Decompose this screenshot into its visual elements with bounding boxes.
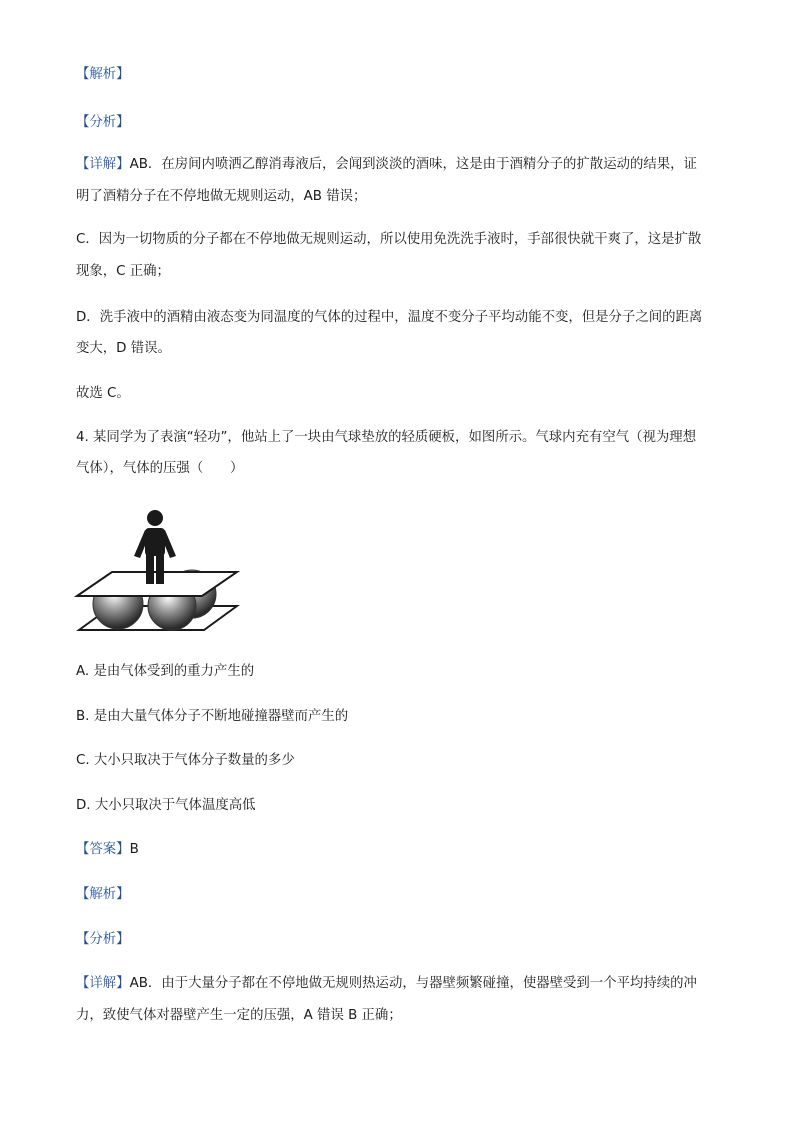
- analysis-heading-2: 【解析】: [76, 887, 130, 902]
- answer-value: B: [129, 842, 139, 857]
- question-stem-cont: 气体），气体的压强（ ）: [76, 461, 244, 476]
- question-stem: 4. 某同学为了表演“轻功”，他站上了一块由气球垫放的轻质硬板，如图所示。气球内充有空气（视为理想: [76, 430, 697, 445]
- balloon-board-figure: [74, 506, 240, 636]
- detail-text: AB．在房间内喷洒乙醇消毒液后，会闻到淡淡的酒味，这是由于酒精分子的扩散运动的结果，证: [129, 157, 697, 172]
- option-a: A. 是由气体受到的重力产生的: [76, 664, 255, 679]
- option-d-explanation-cont: 变大，D 错误。: [76, 341, 171, 356]
- conclusion: 故选 C。: [76, 386, 130, 401]
- detail-tag-2: 【详解】: [76, 976, 130, 991]
- detail-paragraph-line-2: [76, 974, 697, 994]
- detail-tag: 【详解】: [76, 157, 130, 172]
- answer-tag: 【答案】: [76, 842, 130, 857]
- analysis-subheading: 【分析】: [76, 115, 130, 130]
- detail-paragraph-line: [76, 155, 697, 175]
- detail-text-2: AB．由于大量分子都在不停地做无规则热运动，与器壁频繁碰撞，使器壁受到一个平均持续的冲: [129, 976, 697, 991]
- detail-text-cont: 明了酒精分子在不停地做无规则运动，AB 错误；: [76, 189, 367, 204]
- option-c: C. 大小只取决于气体分子数量的多少: [76, 753, 295, 768]
- option-b: B. 是由大量气体分子不断地碰撞器壁而产生的: [76, 709, 349, 724]
- option-d-explanation: D．洗手液中的酒精由液态变为同温度的气体的过程中，温度不变分子平均动能不变，但是分子之间的距离: [76, 310, 703, 325]
- option-d: D. 大小只取决于气体温度高低: [76, 798, 256, 813]
- detail-text-2-cont: 力，致使气体对器壁产生一定的压强，A 错误 B 正确；: [76, 1008, 402, 1023]
- option-c-explanation-cont: 现象，C 正确；: [76, 264, 170, 279]
- analysis-heading: 【解析】: [76, 67, 130, 82]
- analysis-subheading-2: 【分析】: [76, 932, 130, 947]
- option-c-explanation: C．因为一切物质的分子都在不停地做无规则运动，所以使用免洗洗手液时，手部很快就干爽了，这是扩散: [76, 232, 702, 247]
- answer-line: [76, 840, 139, 860]
